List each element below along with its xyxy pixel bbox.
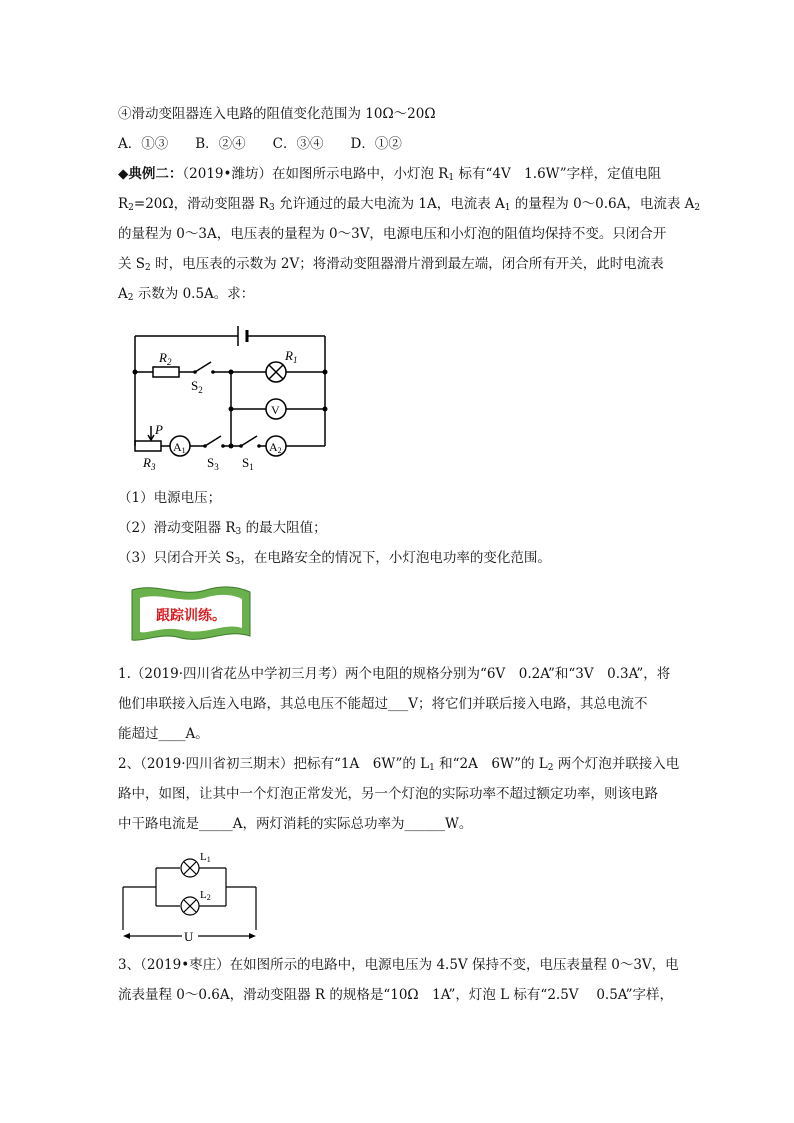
example-2-line-4 [118, 254, 664, 278]
problem-2-line-3 [118, 814, 472, 834]
subscript: 2 [547, 763, 554, 773]
label-a1-sub: 1 [181, 446, 186, 455]
subscript: 2 [127, 293, 134, 303]
svg-text:R1 [284, 348, 297, 365]
text: （1）电源电压； [118, 490, 222, 506]
text: 路中，如图，让其中一个灯泡正常发光，另一个灯泡的实际功率不超过额定功率，则该电路 [118, 786, 658, 802]
label-a1: A [173, 440, 182, 454]
label-r1-sub: 1 [292, 355, 298, 365]
svg-text:L1 [200, 851, 211, 864]
svg-text:S1 [242, 455, 254, 472]
svg-text:A2 [269, 440, 282, 455]
label-r3: R [143, 455, 151, 470]
subscript: 2 [128, 203, 134, 213]
switch-s2 [195, 362, 211, 372]
label-r2: R [159, 350, 167, 365]
problem-2-line-1 [118, 754, 679, 778]
label-l1: L [200, 851, 207, 863]
practice-banner [126, 584, 256, 646]
svg-text:R2 [158, 350, 172, 367]
text: R [118, 196, 129, 212]
text-line-1 [118, 104, 436, 124]
label-v: V [271, 403, 280, 417]
label-s3-sub: 3 [214, 462, 219, 472]
text: ，在电路安全的情况下，小灯泡电功率的变化范围。 [240, 550, 551, 566]
text: 的最大阻值； [241, 520, 327, 536]
label-a2-sub: 2 [277, 446, 282, 455]
subscript: 2 [145, 263, 151, 273]
label-s3: S [207, 455, 215, 470]
text: （2）滑动变阻器 R [118, 520, 236, 536]
text: 1.（2019·四川省花丛中学初三月考）两个电阻的规格分别为“6V 0.2A”和“3V 0.3A”，将 [118, 666, 671, 682]
label-l2: L [200, 889, 207, 901]
problem-3-line-1 [118, 955, 679, 975]
text: 时，电压表的示数为 2V；将滑动变阻器滑片滑到最左端，闭合所有开关，此时电流表 [150, 256, 664, 272]
text: 3、（2019•枣庄）在如图所示的电路中，电源电压为 4.5V 保持不变，电压表量程 0～3V，电 [118, 957, 679, 973]
text: ④滑动变阻器连入电路的阻值变化范围为 10Ω～20Ω [118, 106, 436, 122]
problem-2-line-2 [118, 784, 658, 804]
question-3 [118, 548, 551, 572]
subscript: 1 [504, 203, 511, 213]
problem-3-line-2 [118, 985, 673, 1005]
label-s1: S [242, 455, 250, 470]
subscript: 2 [694, 203, 701, 213]
svg-text:L2 [200, 889, 211, 902]
circuit-diagram-1 [125, 322, 345, 472]
label-l2-sub: 2 [206, 893, 211, 902]
subscript: 3 [234, 557, 241, 567]
label-s1-sub: 1 [249, 462, 254, 472]
text: A [118, 286, 128, 302]
svg-text:R3 [142, 455, 156, 472]
svg-text:A1 [173, 440, 186, 455]
example-2-line-3 [118, 224, 666, 244]
label-s2: S [191, 378, 199, 393]
answer-options [118, 134, 402, 154]
label-a2: A [269, 440, 278, 454]
text: 能超过____A。 [118, 726, 209, 742]
question-2 [118, 518, 327, 542]
problem-1-line-1 [118, 664, 670, 684]
text: 的量程为 0～3A，电压表的量程为 0～3V，电源电压和小灯泡的阻值均保持不变。只闭合开 [118, 226, 667, 242]
subscript: 3 [269, 203, 275, 213]
rheostat-r3 [135, 441, 161, 451]
text: 流表量程 0～0.6A，滑动变阻器 R 的规格是“10Ω 1A”，灯泡 L 标有“2.5V 0.5A”字样， [118, 987, 673, 1003]
resistor-r2 [153, 367, 179, 377]
problem-1-line-2 [118, 694, 648, 714]
example-2-line-5 [118, 284, 254, 308]
text: （2019•潍坊）在如图所示电路中，小灯泡 R [182, 166, 449, 182]
label-p: P [155, 422, 163, 437]
text: 两个灯泡并联接入电 [553, 756, 680, 772]
text: 的量程为 0～0.6A，电流表 A [510, 196, 695, 212]
example-2-line-1 [118, 164, 661, 188]
text: 2、（2019·四川省初三期末）把标有“1A 6W”的 L [118, 756, 430, 772]
question-1 [118, 488, 221, 508]
subscript: 1 [429, 763, 435, 773]
text: 标有“4V 1.6W”字样，定值电阻 [454, 166, 662, 182]
example-2-line-2 [118, 194, 700, 218]
text: 和“2A 6W”的 L [434, 756, 548, 772]
banner-text: 跟踪训练。 [156, 609, 226, 624]
problem-1-line-3 [118, 724, 209, 744]
label-r1: R [285, 348, 293, 363]
switch-s3 [205, 436, 221, 446]
subscript: 1 [448, 173, 455, 183]
svg-text:S3 [207, 455, 219, 472]
text: 允许通过的最大电流为 1A，电流表 A [274, 196, 505, 212]
text: A．①③ B．②④ C．③④ D．①② [118, 136, 402, 152]
label-r3-sub: 3 [150, 462, 156, 472]
example-heading: ◆典例二： [118, 166, 183, 182]
circuit-diagram-2 [118, 846, 268, 946]
text: 关 S [118, 256, 146, 272]
label-u: U [184, 929, 194, 944]
text: 中干路电流是_____A，两灯消耗的实际总功率为______W。 [118, 816, 473, 832]
text: =20Ω，滑动变阻器 R [133, 196, 270, 212]
switch-s1 [241, 436, 257, 446]
label-r2-sub: 2 [166, 357, 172, 367]
text: 他们串联接入后连入电路，其总电压不能超过___V；将它们并联后接入电路，其总电流不 [118, 696, 648, 712]
subscript: 3 [235, 527, 242, 537]
text: （3）只闭合开关 S [118, 550, 235, 566]
label-s2-sub: 2 [198, 385, 203, 395]
text: 示数为 0.5A。求： [133, 286, 255, 302]
svg-text:S2 [191, 378, 203, 395]
label-l1-sub: 1 [206, 855, 211, 864]
